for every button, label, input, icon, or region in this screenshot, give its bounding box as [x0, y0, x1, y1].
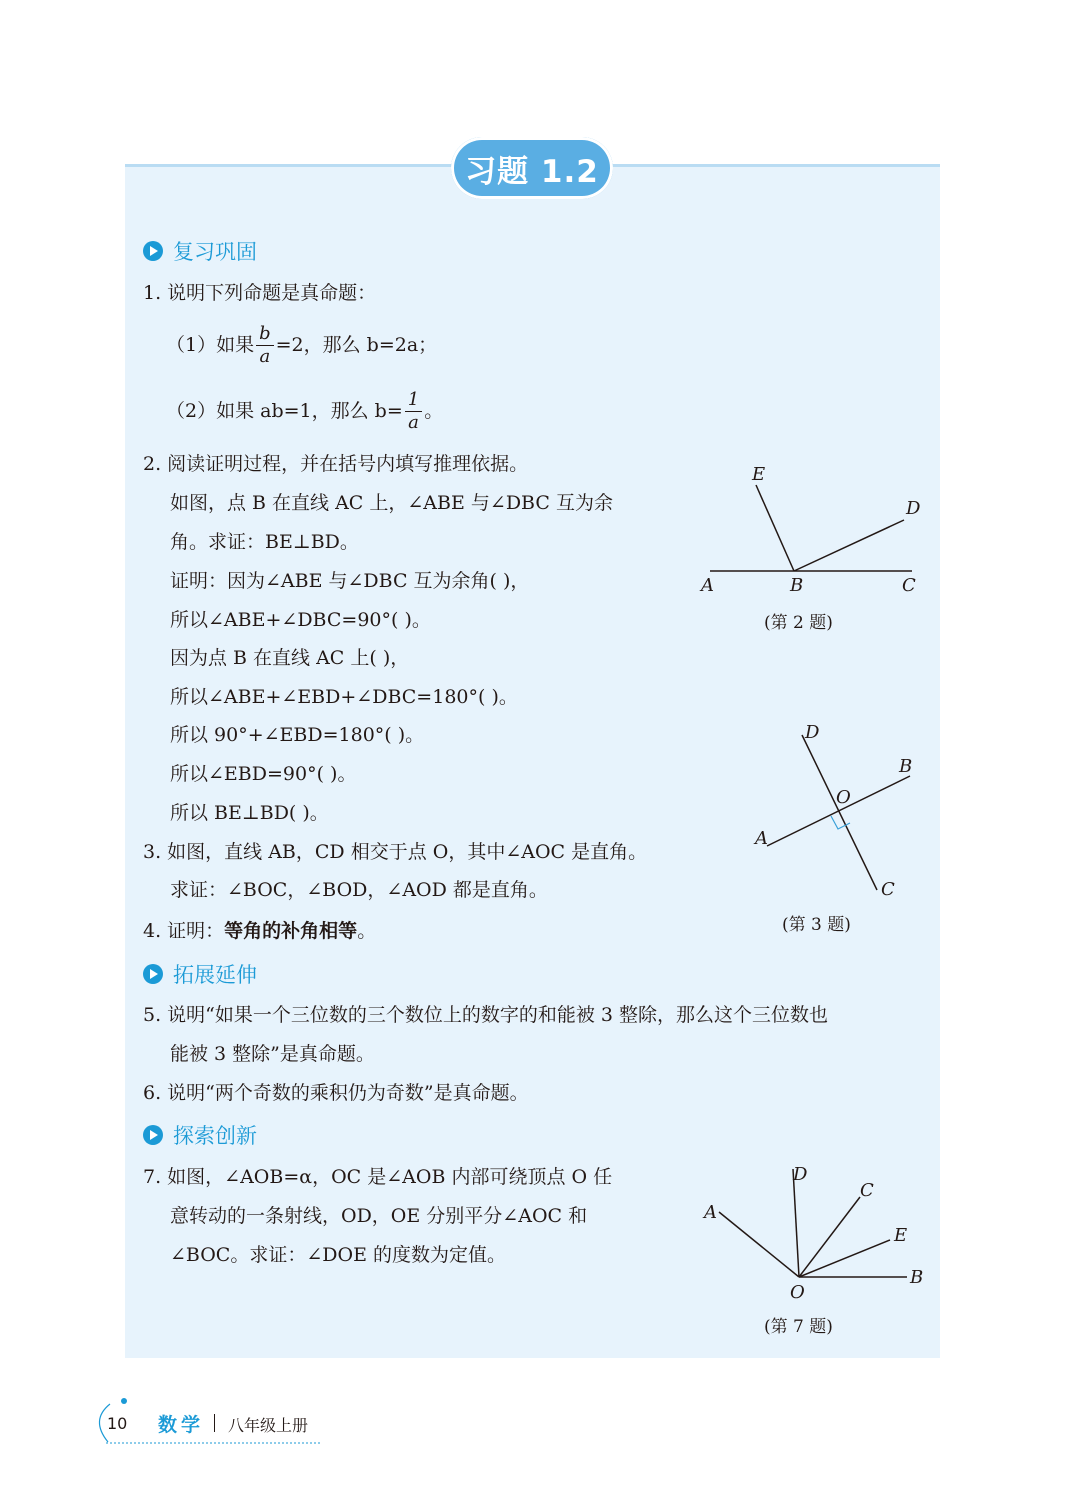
- q4-suffix: 。: [357, 920, 377, 942]
- fig2-label-d: D: [906, 498, 921, 519]
- q1-p1-fraction: [256, 323, 274, 368]
- fig7-label-d: D: [793, 1164, 808, 1185]
- q2-line: 所以 90°+∠EBD=180°( )。: [170, 724, 425, 746]
- fig7-label-e: E: [894, 1225, 908, 1246]
- q5-line2: 能被 3 整除”是真命题。: [170, 1043, 375, 1065]
- q1-p2-denominator: a: [408, 411, 419, 433]
- q1-part1: [166, 320, 437, 370]
- section-extend-label: 拓展延伸: [173, 963, 257, 987]
- q1-part2: [166, 386, 443, 436]
- fig2-ray-be: [756, 485, 794, 571]
- q1-p2-prefix: （2）如果 ab=1，那么 b=: [166, 400, 403, 422]
- q2-stem: 2. 阅读证明过程，并在括号内填写推理依据。: [143, 453, 529, 475]
- figure-q2: [690, 460, 930, 605]
- figure-q7: [695, 1155, 935, 1305]
- footer-dot: [121, 1398, 127, 1404]
- footer-separator: [214, 1414, 215, 1432]
- fig7-label-o: O: [790, 1282, 805, 1303]
- q1-p1-denominator: a: [259, 345, 271, 367]
- fig3-line-cd: [802, 735, 877, 890]
- play-circle-icon: [143, 964, 163, 984]
- section-extend: [143, 960, 257, 988]
- fig7-label-a: A: [704, 1202, 717, 1223]
- fig3-label-d: D: [805, 722, 820, 743]
- q2-line: 所以∠ABE+∠DBC=90°( )。: [170, 609, 431, 631]
- play-circle-icon: [143, 1125, 163, 1145]
- fig3-label-c: C: [881, 879, 895, 900]
- fig2-ray-bd: [794, 520, 904, 571]
- fig7-label-c: C: [860, 1180, 874, 1201]
- q7-line3: ∠BOC。求证：∠DOE 的度数为定值。: [170, 1244, 506, 1266]
- q4-line: [143, 918, 376, 944]
- page-number: 10: [107, 1414, 128, 1433]
- play-circle-icon: [143, 241, 163, 261]
- footer-grade: 八年级上册: [228, 1416, 309, 1435]
- q4-bold-statement: 等角的补角相等: [224, 920, 358, 942]
- fig3-label-a: A: [755, 828, 768, 849]
- q2-line: 所以∠EBD=90°( )。: [170, 763, 357, 785]
- q4-prefix: 4. 证明：: [143, 920, 225, 942]
- section-review: [143, 237, 257, 265]
- q1-p2-numerator: 1: [405, 389, 422, 412]
- q1-p1-numerator: b: [256, 323, 274, 346]
- q2-line: 角。求证：BE⊥BD。: [170, 531, 359, 553]
- q2-line: 证明：因为∠ABE 与∠DBC 互为余角( )，: [170, 570, 530, 592]
- q7-line1: 7. 如图，∠AOB=α，OC 是∠AOB 内部可绕顶点 O 任: [143, 1166, 613, 1188]
- q1-p2-suffix: 。: [424, 400, 444, 422]
- fig7-label-b: B: [910, 1267, 924, 1288]
- fig7-ray-od: [793, 1169, 799, 1277]
- fig7-caption: (第 7 题): [764, 1317, 833, 1337]
- figure-q3: [745, 720, 925, 905]
- q2-line: 所以 BE⊥BD( )。: [170, 802, 329, 824]
- q1-p1-suffix: =2，那么 b=2a；: [275, 334, 438, 356]
- section-explore: [143, 1121, 257, 1149]
- section-review-label: 复习巩固: [173, 240, 257, 264]
- q3-line2: 求证：∠BOC，∠BOD，∠AOD 都是直角。: [170, 879, 548, 901]
- q3-line1: 3. 如图，直线 AB，CD 相交于点 O，其中∠AOC 是直角。: [143, 841, 648, 863]
- footer-subject: 数学: [158, 1414, 205, 1436]
- section-explore-label: 探索创新: [173, 1124, 257, 1148]
- q2-line: 如图，点 B 在直线 AC 上，∠ABE 与∠DBC 互为余: [170, 492, 613, 514]
- exercise-title: 习题 1.2: [451, 137, 613, 199]
- fig3-caption: (第 3 题): [782, 915, 851, 935]
- fig3-label-o: O: [836, 787, 851, 808]
- fig2-label-b: B: [790, 575, 804, 596]
- fig7-ray-oa: [719, 1212, 799, 1277]
- q5-line1: 5. 说明“如果一个三位数的三个数位上的数字的和能被 3 整除，那么这个三位数也: [143, 1004, 829, 1026]
- q1-p1-prefix: （1）如果: [166, 334, 255, 356]
- fig3-label-b: B: [899, 756, 913, 777]
- q7-line2: 意转动的一条射线，OD，OE 分别平分∠AOC 和: [170, 1205, 588, 1227]
- fig2-label-a: A: [701, 575, 714, 596]
- fig2-label-c: C: [902, 575, 916, 596]
- q2-line: 所以∠ABE+∠EBD+∠DBC=180°( )。: [170, 686, 518, 708]
- fig2-label-e: E: [752, 464, 766, 485]
- q2-line: 因为点 B 在直线 AC 上( )，: [170, 647, 410, 669]
- q1-p2-fraction: [405, 389, 422, 434]
- fig2-caption: (第 2 题): [764, 613, 833, 633]
- q1-stem: 1. 说明下列命题是真命题：: [143, 282, 377, 304]
- q6-line1: 6. 说明“两个奇数的乘积仍为奇数”是真命题。: [143, 1082, 529, 1104]
